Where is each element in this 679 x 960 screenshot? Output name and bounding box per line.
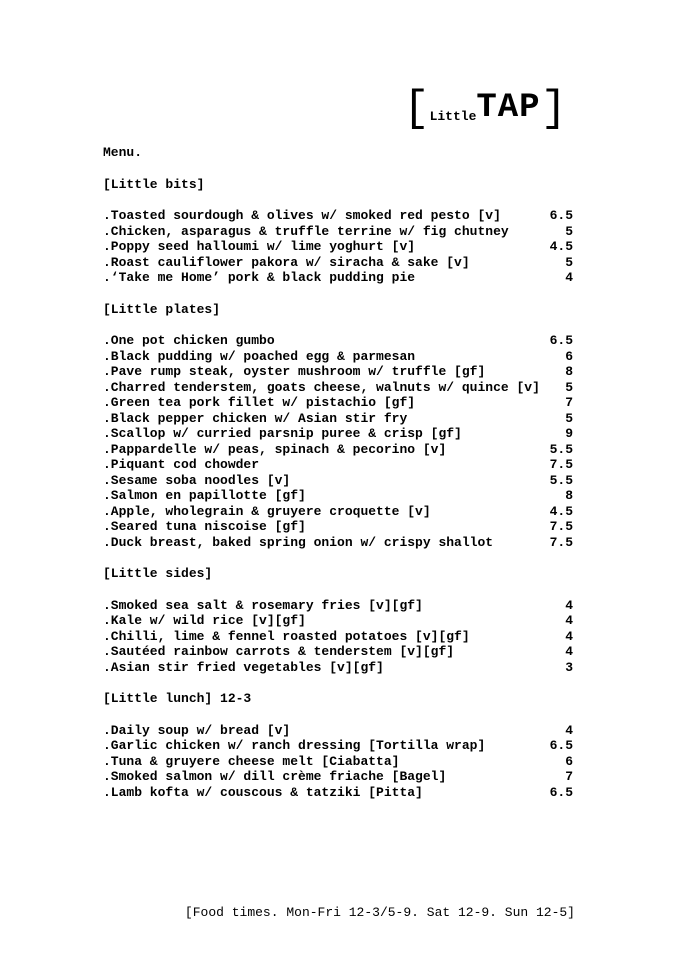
menu-item-name: .One pot chicken gumbo [103, 333, 275, 348]
menu-item-name: .Scallop w/ curried parsnip puree & crisp [gf] [103, 426, 462, 441]
menu-item [103, 395, 573, 411]
brand-logo [403, 84, 567, 134]
menu-item [103, 723, 573, 739]
menu-item [103, 644, 573, 660]
menu-item-name: .Apple, wholegrain & gruyere croquette [v] [103, 503, 431, 519]
menu-item-price: 5 [565, 254, 573, 270]
menu-item-price: 9 [565, 426, 573, 441]
menu-item-name: .Chilli, lime & fennel roasted potatoes [v][gf] [103, 628, 470, 644]
menu-item-list [103, 333, 573, 550]
menu-item-name: .Smoked salmon w/ dill crème friache [Bagel] [103, 769, 447, 784]
menu-item [103, 754, 573, 770]
section-heading: [Little bits] [103, 176, 205, 192]
menu-item [103, 488, 573, 504]
menu-item-price: 8 [565, 364, 573, 379]
menu-item-name: .Salmon en papillotte [gf] [103, 488, 306, 503]
logo-open-bracket: [ [403, 84, 430, 134]
menu-item [103, 769, 573, 785]
menu-item-price: 8 [565, 488, 573, 503]
menu-item [103, 457, 573, 473]
menu-item-price: 4 [565, 644, 573, 659]
menu-item-name: .Asian stir fried vegetables [v][gf] [103, 659, 384, 675]
menu-item [103, 364, 573, 380]
menu-item-name: .Black pepper chicken w/ Asian stir fry [103, 410, 408, 426]
menu-item-name: .Seared tuna niscoise [gf] [103, 519, 306, 534]
food-times: [Food times. Mon-Fri 12-3/5-9. Sat 12-9. Sun 12-5] [184, 905, 575, 920]
menu-item-price: 6 [565, 753, 573, 769]
menu-item-name: .Lamb kofta w/ couscous & tatziki [Pitta] [103, 784, 423, 800]
menu-item [103, 738, 573, 754]
menu-item-list [103, 598, 573, 676]
menu-item-name: .Tuna & gruyere cheese melt [Ciabatta] [103, 753, 400, 769]
menu-item-price: 7 [565, 395, 573, 410]
menu-item-name: .Chicken, asparagus & truffle terrine w/ fig chutney [103, 223, 509, 239]
menu-item [103, 519, 573, 535]
logo-close-bracket: ] [540, 84, 567, 134]
menu-item-name: .Toasted sourdough & olives w/ smoked red pesto [v] [103, 208, 501, 223]
menu-item-price: 5 [565, 379, 573, 395]
menu-item-price: 3 [565, 659, 573, 675]
menu-item-price: 4.5 [549, 503, 573, 519]
menu-item [103, 270, 573, 286]
section-heading: [Little lunch] 12-3 [103, 691, 252, 706]
menu-item-price: 5 [565, 223, 573, 239]
menu-item-price: 6.5 [549, 333, 573, 348]
menu-item [103, 349, 573, 365]
menu-item-name: .Pave rump steak, oyster mushroom w/ truffle [gf] [103, 364, 486, 379]
menu-item-price: 4 [565, 597, 573, 613]
menu-item [103, 598, 573, 614]
menu-item-price: 6.5 [549, 208, 573, 223]
menu-item-price: 7 [565, 769, 573, 784]
menu-item-name: .Daily soup w/ bread [v] [103, 722, 291, 738]
menu-item [103, 239, 573, 255]
menu-item [103, 224, 573, 240]
menu-item [103, 535, 573, 551]
menu-item-price: 5.5 [549, 472, 573, 488]
menu-item-list [103, 723, 573, 801]
section-heading: [Little plates] [103, 301, 221, 317]
logo-tap: TAP [476, 89, 541, 127]
menu-item [103, 660, 573, 676]
menu-item-price: 4 [565, 628, 573, 644]
menu-item-price: 6 [565, 348, 573, 364]
menu-item [103, 208, 573, 224]
menu-item-name: .Piquant cod chowder [103, 457, 260, 472]
menu-item-name: .Pappardelle w/ peas, spinach & pecorino [v] [103, 441, 447, 457]
menu-item-price: 7.5 [549, 534, 573, 550]
menu-item [103, 442, 573, 458]
menu-item-price: 6.5 [549, 784, 573, 800]
menu-item-price: 4 [565, 270, 573, 285]
menu-sections [103, 177, 573, 801]
menu-item-price: 5.5 [549, 441, 573, 457]
menu-item-price: 7.5 [549, 457, 573, 472]
menu-item [103, 333, 573, 349]
menu-item-price: 4 [565, 722, 573, 738]
menu-item-name: .Smoked sea salt & rosemary fries [v][gf] [103, 597, 423, 613]
menu-label: Menu. [103, 145, 143, 160]
menu-item [103, 785, 573, 801]
menu-item [103, 629, 573, 645]
menu-item [103, 380, 573, 396]
menu-item-name: .Sesame soba noodles [v] [103, 472, 291, 488]
menu-item-name: .Sautéed rainbow carrots & tenderstem [v][gf] [103, 644, 455, 659]
menu-item [103, 411, 573, 427]
section-heading: [Little sides] [103, 566, 213, 581]
menu-item [103, 504, 573, 520]
menu-item [103, 255, 573, 271]
menu-item-price: 5 [565, 410, 573, 426]
menu-item-price: 6.5 [549, 738, 573, 753]
menu-item-name: .Duck breast, baked spring onion w/ crispy shallot [103, 534, 494, 550]
menu-item-name: .Charred tenderstem, goats cheese, walnuts w/ quince [v] [103, 379, 540, 395]
menu-item [103, 473, 573, 489]
menu-item [103, 613, 573, 629]
menu-item-list [103, 208, 573, 286]
menu-item-price: 4 [565, 613, 573, 628]
menu [103, 145, 573, 800]
menu-item-price: 7.5 [549, 519, 573, 534]
menu-item-name: .Garlic chicken w/ ranch dressing [Tortilla wrap] [103, 738, 486, 753]
menu-item-name: .Roast cauliflower pakora w/ siracha & sake [v] [103, 254, 470, 270]
menu-item-name: .‘Take me Home’ pork & black pudding pie [103, 270, 416, 285]
logo-little: Little [429, 109, 477, 124]
menu-item-name: .Kale w/ wild rice [v][gf] [103, 613, 306, 628]
menu-item [103, 426, 573, 442]
menu-item-name: .Black pudding w/ poached egg & parmesan [103, 348, 416, 364]
menu-item-price: 4.5 [549, 239, 573, 254]
menu-item-name: .Green tea pork fillet w/ pistachio [gf] [103, 395, 416, 410]
menu-item-name: .Poppy seed halloumi w/ lime yoghurt [v] [103, 239, 416, 254]
